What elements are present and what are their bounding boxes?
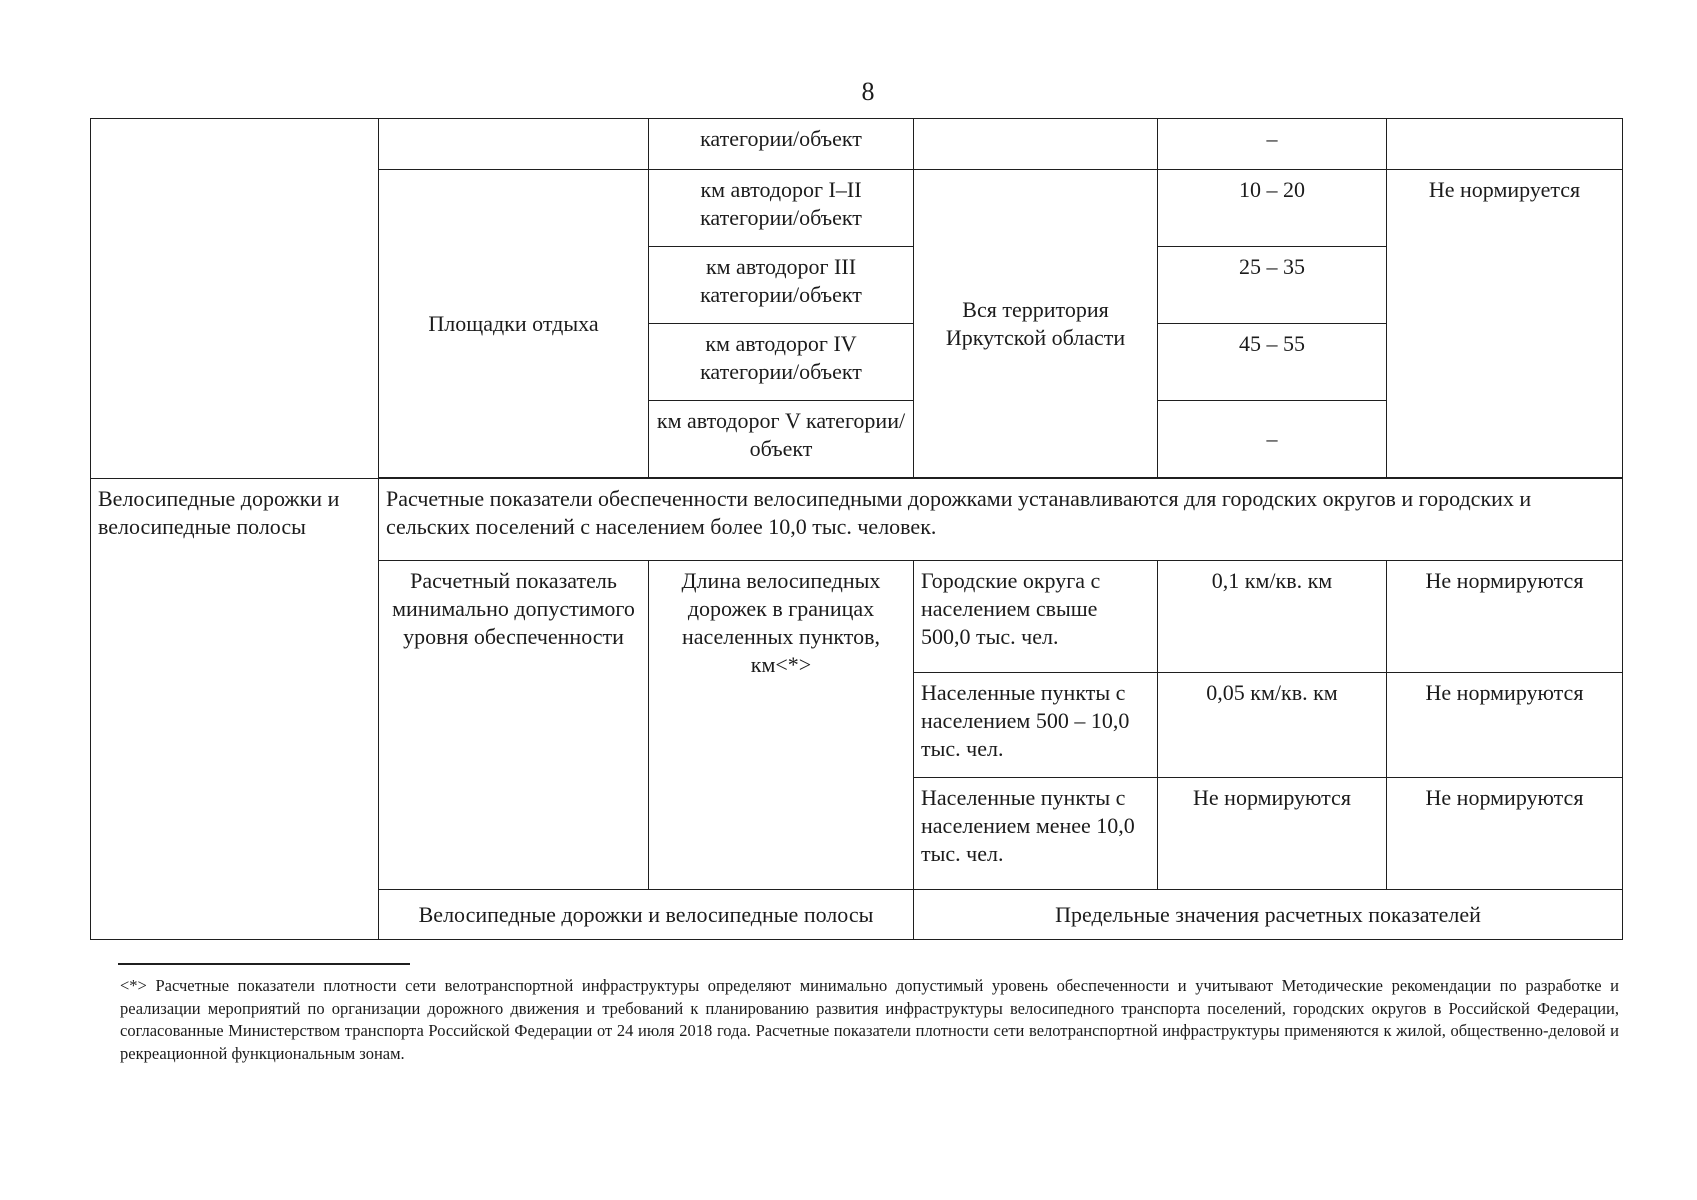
- footer-left-cell: Велосипедные дорожки и велосипедные полосы: [379, 890, 914, 940]
- value-cell: 25 – 35: [1158, 247, 1387, 324]
- road-category-cell: км автодорог I–II категории/объект: [649, 170, 914, 247]
- table-cell-empty: [1387, 119, 1623, 170]
- table-row: [91, 119, 1623, 170]
- max-value-cell: Не нормируются: [1387, 778, 1623, 890]
- road-category-cell: категории/объект: [649, 119, 914, 170]
- unit-cell: Длина велосипедных дорожек в границах населенных пунктов, км<*>: [649, 561, 914, 890]
- footer-right-cell: Предельные значения расчетных показателей: [914, 890, 1623, 940]
- table-cell-empty: [91, 119, 379, 479]
- road-category-cell: км автодорог IV категории/объект: [649, 324, 914, 401]
- territory-cell: Вся территория Иркутской области: [914, 170, 1158, 478]
- max-value-cell: Не нормируется: [1387, 170, 1623, 478]
- rest-area-label: Площадки отдыха: [379, 170, 649, 478]
- value-cell: 0,1 км/кв. км: [1158, 561, 1387, 673]
- footnote-separator: [118, 963, 410, 965]
- value-cell: –: [1158, 119, 1387, 170]
- table-cell-empty: [914, 119, 1158, 170]
- section-label: Велосипедные дорожки и велосипедные полосы: [91, 479, 379, 940]
- value-cell: –: [1158, 401, 1387, 478]
- area-cell: Населенные пункты с населением менее 10,0 тыс. чел.: [914, 778, 1158, 890]
- area-cell: Городские округа с населением свыше 500,0 тыс. чел.: [914, 561, 1158, 673]
- road-category-cell: км автодорог V категории/объект: [649, 401, 914, 478]
- value-cell: 0,05 км/кв. км: [1158, 673, 1387, 778]
- footnote: <*> Расчетные показатели плотности сети велотранспортной инфраструктуры определяют минимально допустимый уровень обеспеченности и учитывают Методические рекомендации по разработке и реализации мероприятий по организации дорожного движения и требований к планированию развития инфраструктуры велосипедного транспорта поселений, городских округов в Российской Федерации, согласованные Министерством транспорта Российской Федерации от 24 июля 2018 года. Расчетные показатели плотности сети велотранспортной инфраструктуры применяются к жилой, общественно-деловой и рекреационной функциональным зонам.: [120, 976, 1619, 1063]
- max-value-cell: Не нормируются: [1387, 561, 1623, 673]
- max-value-cell: Не нормируются: [1387, 673, 1623, 778]
- value-cell: 45 – 55: [1158, 324, 1387, 401]
- norms-table: [90, 118, 1623, 940]
- value-cell: Не нормируются: [1158, 778, 1387, 890]
- page-number: 8: [861, 77, 875, 106]
- indicator-cell: Расчетный показатель минимально допустимого уровня обеспеченности: [379, 561, 649, 890]
- section-intro: Расчетные показатели обеспеченности велосипедными дорожками устанавливаются для городских округов и городских и сельских поселений с населением более 10,0 тыс. человек.: [379, 479, 1623, 561]
- value-cell: 10 – 20: [1158, 170, 1387, 247]
- table-cell-empty: [379, 119, 649, 170]
- road-category-cell: км автодорог III категории/объект: [649, 247, 914, 324]
- table-row: [91, 479, 1623, 561]
- area-cell: Населенные пункты с населением 500 – 10,0 тыс. чел.: [914, 673, 1158, 778]
